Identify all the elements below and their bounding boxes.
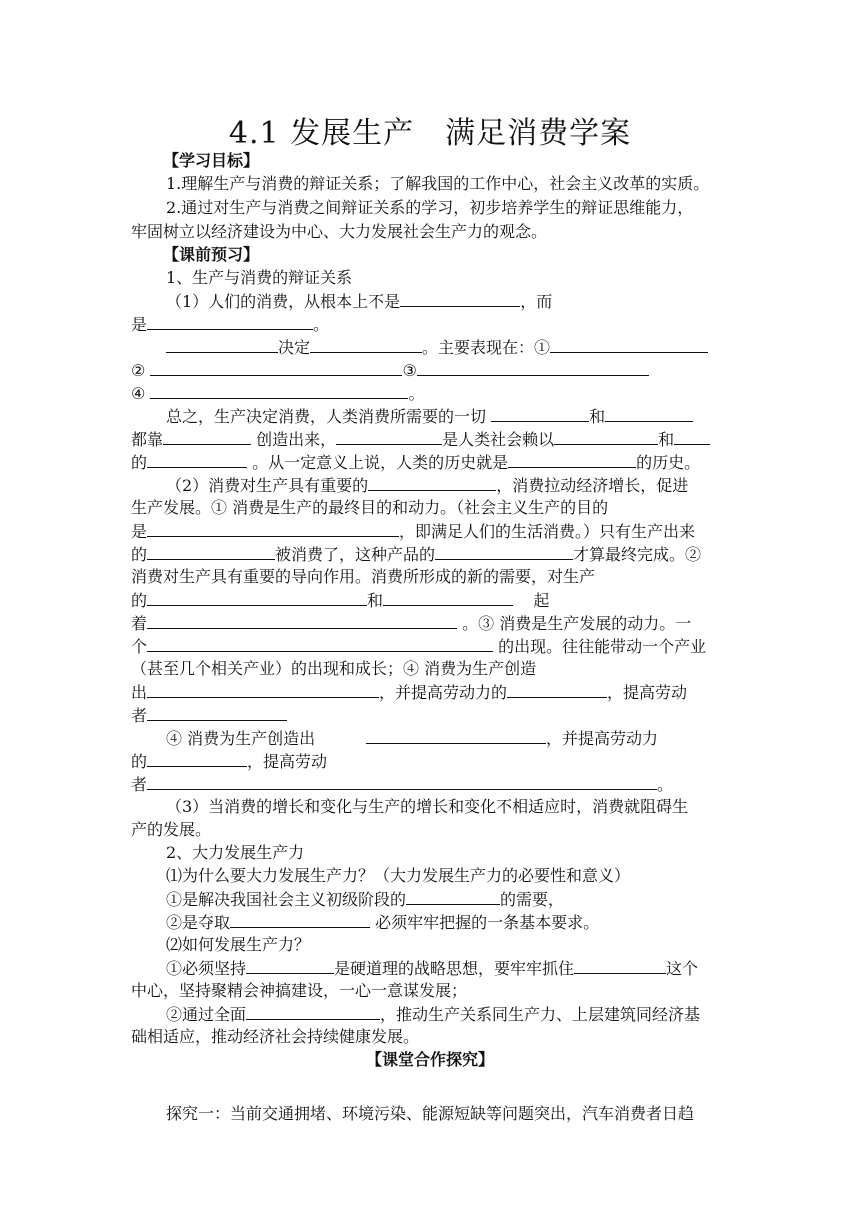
text-line: 产的发展。 [131, 820, 212, 839]
section-explore-heading: 【课堂合作探究】 [365, 1050, 494, 1069]
answer-blank[interactable] [163, 428, 251, 445]
text-line: 的 ，提高劳动 [131, 752, 328, 771]
answer-blank[interactable] [336, 428, 442, 445]
answer-blank[interactable] [368, 474, 496, 491]
text-line: 消费对生产具有重要的导向作用。消费所形成的新的需要，对生产 [131, 567, 596, 586]
section-preview-heading: 【课前预习】 [163, 245, 260, 264]
answer-blank[interactable] [550, 336, 708, 353]
text-line: 决定 。主要表现在：① [166, 336, 708, 359]
answer-blank[interactable] [491, 405, 589, 422]
text-line: 着 。③ 消费是生产发展的动力。一 [131, 614, 692, 633]
text-line: 都靠 创造出来， 是人类社会赖以 和 [131, 428, 710, 451]
answer-blank[interactable] [554, 428, 658, 445]
answer-blank[interactable] [605, 405, 693, 422]
page-title: 4.1 发展生产 满足消费学案 [228, 116, 632, 151]
answer-blank[interactable] [674, 428, 710, 445]
text-line: （2）消费对生产具有重要的 ，消费拉动经济增长，促进 [166, 476, 689, 495]
text-line: ②是夺取 必须牢牢把握的一条基本要求。 [166, 913, 600, 932]
text-line: 的 。从一定意义上说，人类的历史就是 的历史。 [131, 453, 701, 472]
answer-blank[interactable] [147, 589, 367, 606]
answer-blank[interactable] [406, 888, 500, 905]
text-line: 者 [131, 704, 287, 727]
answer-blank[interactable] [147, 704, 287, 721]
answer-blank[interactable] [508, 451, 636, 468]
part2-heading: 2、大力发展生产力 [166, 843, 305, 862]
text-line: 出 ，并提高劳动力的 ，提高劳动 [131, 683, 688, 702]
answer-blank[interactable] [246, 957, 334, 974]
text-line: 是 ，即满足人们的生活消费。）只有生产出来 [131, 522, 696, 541]
explore-paragraph: 探究一：当前交通拥堵、环境污染、能源短缺等问题突出，汽车消费者日趋 [166, 1104, 695, 1123]
text-line: 者 。 [131, 775, 674, 794]
text-line: 总之，生产决定消费，人类消费所需要的一切 和 [166, 405, 693, 428]
text-line: （3）当消费的增长和变化与生产的增长和变化不相适应时，消费就阻碍生 [166, 797, 689, 816]
text-line: ⑵如何发展生产力？ [166, 935, 311, 954]
answer-blank[interactable] [147, 520, 399, 537]
answer-blank[interactable] [147, 681, 379, 698]
answer-blank[interactable] [417, 359, 649, 376]
text-line: 中心，坚持聚精会神搞建设，一心一意谋发展； [131, 981, 468, 1000]
answer-blank[interactable] [383, 589, 513, 606]
answer-blank[interactable] [147, 612, 457, 629]
answer-blank[interactable] [147, 750, 247, 767]
answer-blank[interactable] [147, 451, 247, 468]
part1-heading: 1、生产与消费的辩证关系 [166, 268, 353, 287]
answer-blank[interactable] [366, 727, 546, 744]
text-line: 的 被消费了，这种产品的 才算最终完成。② [131, 545, 702, 564]
answer-blank[interactable] [310, 336, 422, 353]
answer-blank[interactable] [507, 681, 607, 698]
answer-blank[interactable] [147, 635, 493, 652]
text-line: ①是解决我国社会主义初级阶段的 的需要， [166, 890, 565, 909]
text-line: 是 。 [131, 315, 330, 334]
goal-item-2: 2.通过对生产与消费之间辩证关系的学习，初步培养学生的辩证思维能力， [166, 198, 694, 217]
text-line: ⑴为什么要大力发展生产力？（大力发展生产力的必要性和意义） [166, 866, 631, 885]
answer-blank[interactable] [230, 911, 370, 928]
text-line: 础相适应，推动经济社会持续健康发展。 [131, 1027, 420, 1046]
answer-blank[interactable] [150, 382, 408, 399]
answer-blank[interactable] [574, 957, 666, 974]
goal-item-2-cont: 牢固树立以经济建设为中心、大力发展社会生产力的观念。 [131, 222, 548, 241]
answer-blank[interactable] [435, 543, 573, 560]
text-line: ①必须坚持 是硬道理的战略思想，要牢牢抓住 这个 [166, 959, 699, 978]
text-line: （1）人们的消费，从根本上不是 ，而 [166, 292, 553, 311]
answer-blank[interactable] [166, 336, 278, 353]
text-line: （甚至几个相关产业）的出现和成长；④ 消费为生产创造 [131, 659, 537, 678]
section-goals-heading: 【学习目标】 [163, 151, 260, 170]
answer-blank[interactable] [147, 313, 313, 330]
text-line: 的 和 起 [131, 591, 550, 610]
answer-blank[interactable] [400, 290, 520, 307]
goal-item-1: 1.理解生产与消费的辩证关系；了解我国的工作中心，社会主义改革的实质。 [166, 174, 710, 193]
text-line: 生产发展。① 消费是生产的最终目的和动力。（社会主义生产的目的 [131, 498, 609, 517]
answer-blank[interactable] [150, 359, 402, 376]
text-line: ②通过全面 ，推动生产关系同生产力、上层建筑同经济基 [166, 1005, 701, 1024]
text-line: ④ 消费为生产创造出 ，并提高劳动力 [166, 729, 658, 748]
answer-blank[interactable] [147, 773, 657, 790]
text-line: 个 的出现。往往能带动一个产业 [131, 637, 707, 656]
text-line: ④ 。 [131, 384, 425, 403]
answer-blank[interactable] [147, 543, 275, 560]
text-line: ② ③ [131, 359, 649, 382]
answer-blank[interactable] [246, 1003, 380, 1020]
